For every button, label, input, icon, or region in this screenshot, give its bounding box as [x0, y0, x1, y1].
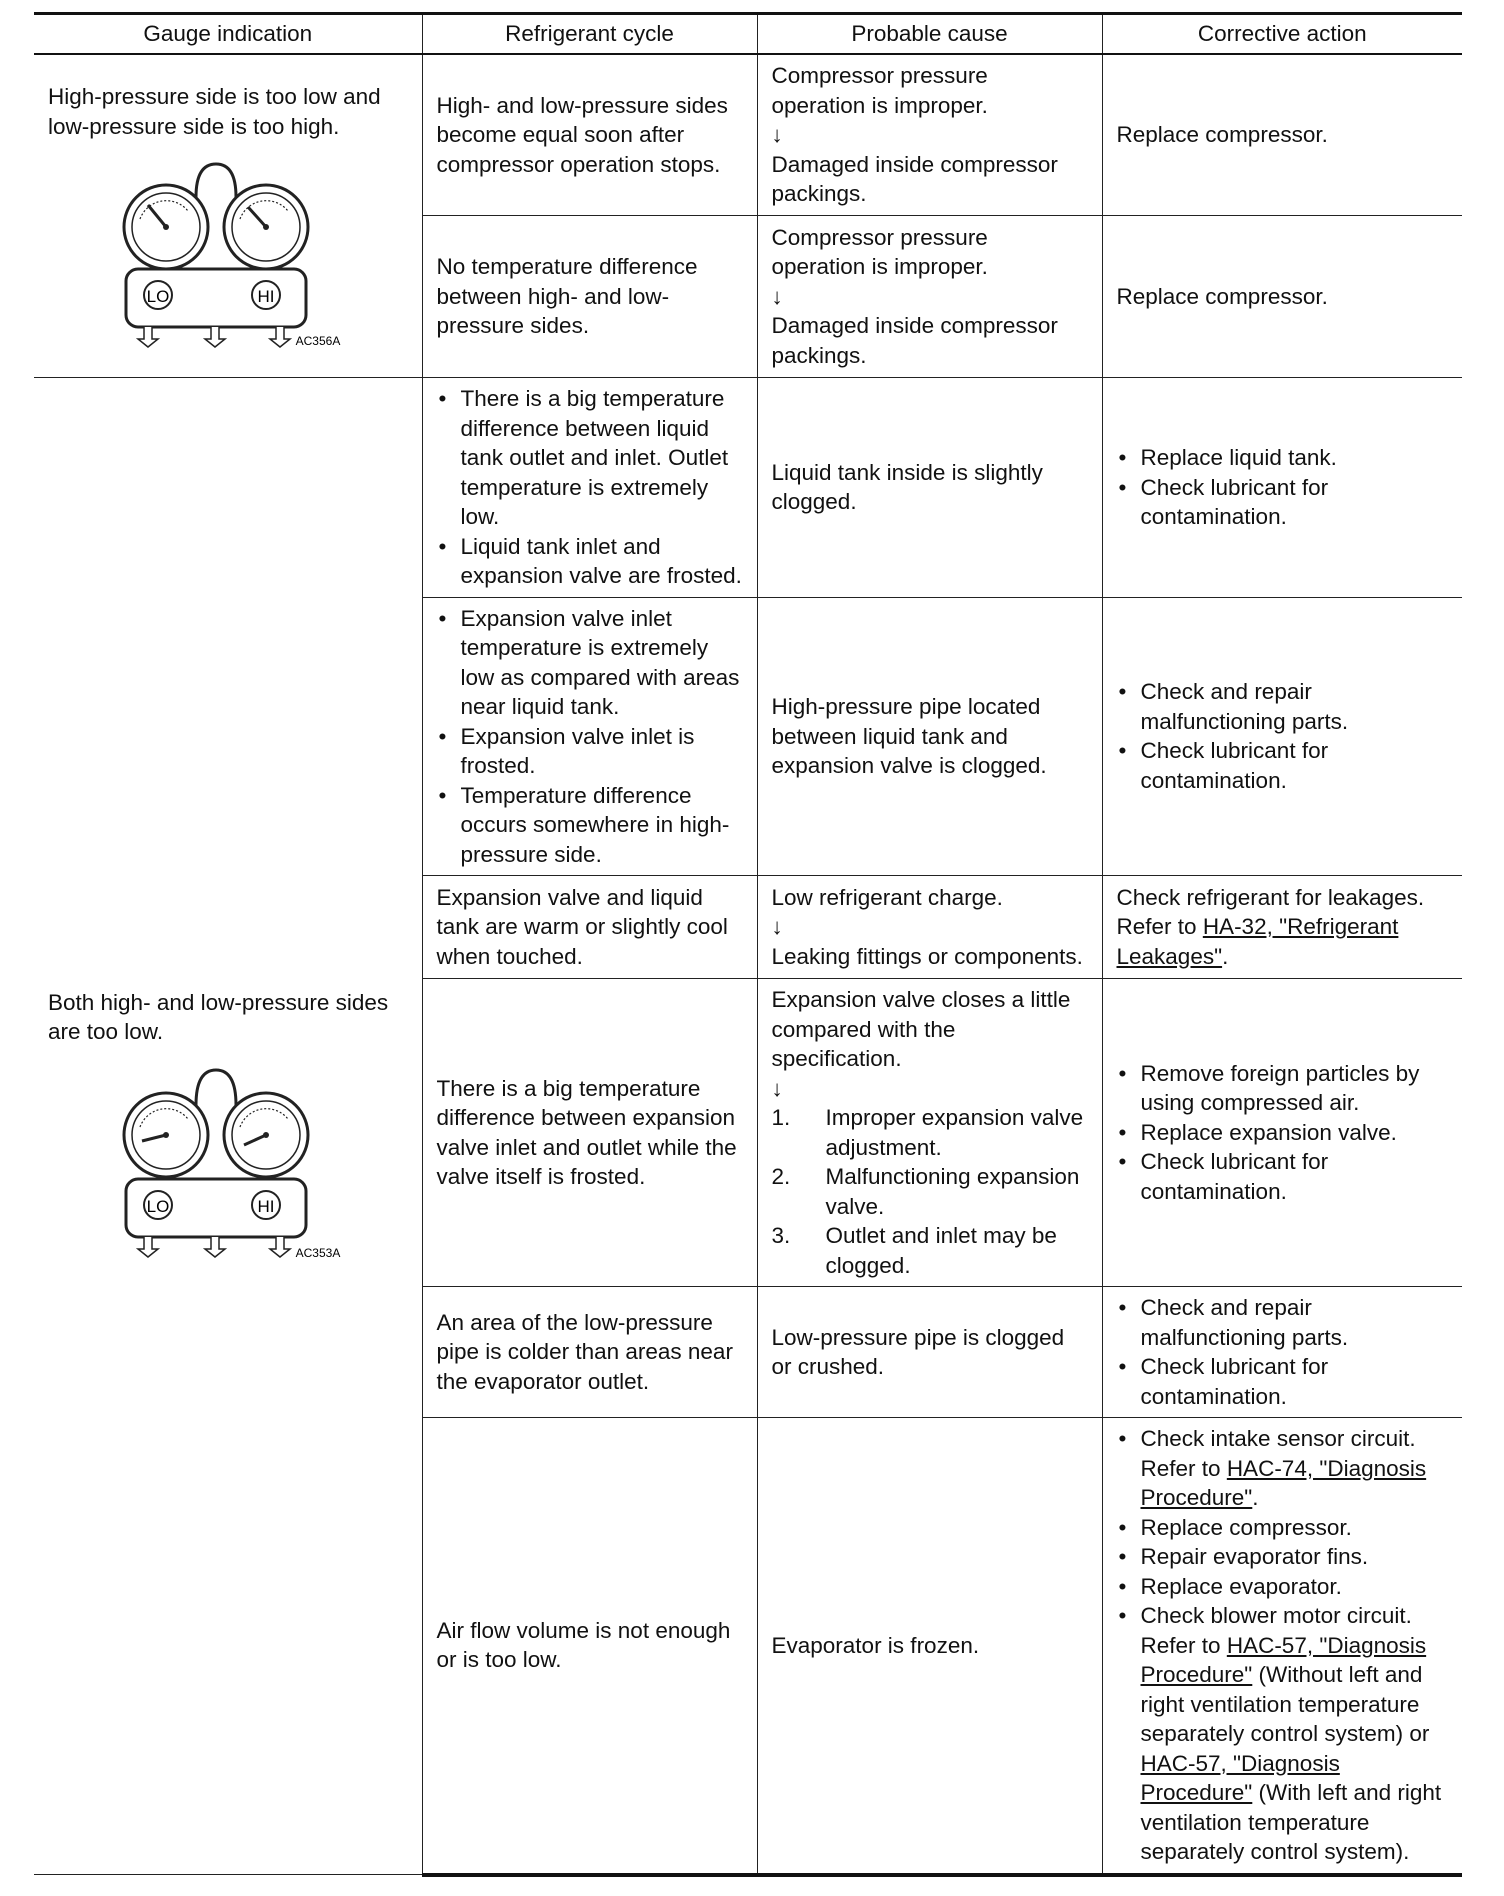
figure-code: AC356A	[295, 334, 341, 349]
action-text: .	[1222, 943, 1229, 969]
probable-cause-cell	[757, 216, 1102, 378]
action-text: (With left and right ventilation temperature separately control system).	[1140, 1780, 1442, 1864]
table-row	[34, 54, 1462, 216]
header-gauge-indication: Gauge indication	[34, 14, 422, 54]
probable-cause-cell	[757, 876, 1102, 979]
list-item: • Replace compressor.	[1117, 1513, 1449, 1543]
gauge-indication-cell	[34, 54, 422, 378]
list-item	[772, 1103, 1088, 1162]
corrective-action-cell: Replace compressor.	[1102, 216, 1462, 378]
cause-text: Compressor pressure operation is improper.	[771, 63, 988, 118]
list-item: • Expansion valve inlet temperature is extremely low as compared with areas near liquid tank.	[437, 604, 743, 722]
action-text: Check blower motor circuit. Refer to	[1140, 1603, 1412, 1658]
diagnosis-table	[34, 12, 1462, 1877]
header-refrigerant-cycle: Refrigerant cycle	[422, 14, 757, 54]
figure-code: AC353A	[295, 1245, 341, 1260]
list-item: • Check and repair malfunctioning parts.	[1117, 677, 1449, 736]
corrective-action-cell	[1102, 378, 1462, 598]
corrective-action-cell	[1102, 597, 1462, 876]
header-probable-cause: Probable cause	[757, 14, 1102, 54]
down-arrow-icon: ↓	[771, 122, 783, 147]
table-row	[34, 378, 1462, 598]
corrective-action-cell	[1102, 1287, 1462, 1418]
probable-cause-cell: Evaporator is frozen.	[757, 1418, 1102, 1875]
cause-text: Expansion valve closes a little compared with the specification.	[771, 987, 1071, 1071]
list-item: • Remove foreign particles by using compressed air.	[1117, 1059, 1449, 1118]
bullet-list	[1117, 1059, 1449, 1207]
list-item: • Check lubricant for contamination.	[1117, 1352, 1449, 1411]
list-number: 1.	[771, 1105, 791, 1130]
list-item	[1117, 1424, 1449, 1513]
probable-cause-cell	[757, 979, 1102, 1287]
refrigerant-cycle-cell	[422, 597, 757, 876]
list-text: Malfunctioning expansion valve.	[825, 1164, 1080, 1219]
header-corrective-action: Corrective action	[1102, 14, 1462, 54]
bullet-list	[1117, 1293, 1449, 1411]
probable-cause-cell: High-pressure pipe located between liquid tank and expansion valve is clogged.	[757, 597, 1102, 876]
bullet-list	[1117, 443, 1449, 532]
list-item: • Replace expansion valve.	[1117, 1118, 1449, 1148]
probable-cause-cell: Liquid tank inside is slightly clogged.	[757, 378, 1102, 598]
manifold-gauge-figure	[118, 149, 348, 349]
refrigerant-cycle-cell: Expansion valve and liquid tank are warm or slightly cool when touched.	[422, 876, 757, 979]
lo-label: LO	[146, 287, 170, 307]
cause-text: Damaged inside compressor packings.	[771, 313, 1058, 368]
list-text: Improper expansion valve adjustment.	[825, 1105, 1084, 1160]
list-item: • Check and repair malfunctioning parts.	[1117, 1293, 1449, 1352]
bullet-list	[437, 604, 743, 870]
list-item	[772, 1221, 1088, 1280]
refrigerant-cycle-cell: There is a big temperature difference between expansion valve inlet and outlet while the valve itself is frosted.	[422, 979, 757, 1287]
refrigerant-cycle-cell	[422, 378, 757, 598]
action-text: Check intake sensor circuit. Refer to	[1140, 1426, 1416, 1481]
bullet-list	[1117, 1424, 1449, 1867]
list-item: • Check lubricant for contamination.	[1117, 736, 1449, 795]
list-item: • There is a big temperature difference between liquid tank outlet and inlet. Outlet temperature is extremely low.	[437, 384, 743, 532]
probable-cause-cell	[757, 54, 1102, 216]
reference-link[interactable]: HAC-57, "Diagnosis Procedure"	[1140, 1750, 1340, 1805]
cause-text: Leaking fittings or components.	[771, 943, 1083, 969]
list-number: 2.	[771, 1164, 791, 1189]
reference-link[interactable]: HAC-57, "Diagnosis Procedure"	[1140, 1632, 1427, 1687]
list-item: • Repair evaporator fins.	[1117, 1542, 1449, 1572]
refrigerant-cycle-cell: No temperature difference between high- and low-pressure sides.	[422, 216, 757, 378]
refrigerant-cycle-cell: Air flow volume is not enough or is too low.	[422, 1418, 757, 1875]
gauge-indication-text: Both high- and low-pressure sides are too low.	[48, 989, 389, 1044]
corrective-action-cell	[1102, 1418, 1462, 1875]
refrigerant-cycle-cell: An area of the low-pressure pipe is colder than areas near the evaporator outlet.	[422, 1287, 757, 1418]
down-arrow-icon: ↓	[771, 1075, 783, 1101]
cause-text: Compressor pressure operation is improper.	[771, 224, 988, 280]
cause-text: Damaged inside compressor packings.	[771, 151, 1058, 206]
gauge-indication-text: High-pressure side is too low and low-pressure side is too high.	[48, 84, 381, 139]
probable-cause-cell: Low-pressure pipe is clogged or crushed.	[757, 1287, 1102, 1418]
list-item	[1117, 1601, 1449, 1867]
list-item: • Temperature difference occurs somewhere in high-pressure side.	[437, 781, 743, 870]
bullet-list	[1117, 677, 1449, 795]
hi-label: HI	[257, 287, 275, 307]
manifold-gauge-figure	[118, 1055, 348, 1265]
reference-link[interactable]: HAC-74, "Diagnosis Procedure"	[1140, 1455, 1427, 1510]
list-item: • Expansion valve inlet is frosted.	[437, 722, 743, 781]
list-item: • Liquid tank inlet and expansion valve are frosted.	[437, 532, 743, 591]
down-arrow-icon: ↓	[771, 283, 783, 309]
numbered-list	[772, 1103, 1088, 1280]
refrigerant-cycle-cell: High- and low-pressure sides become equal soon after compressor operation stops.	[422, 54, 757, 216]
cause-text: Low refrigerant charge.	[771, 884, 1003, 910]
action-text: .	[1252, 1485, 1259, 1510]
corrective-action-cell: Replace compressor.	[1102, 54, 1462, 216]
list-text: Outlet and inlet may be clogged.	[825, 1223, 1057, 1278]
lo-label: LO	[146, 1196, 170, 1216]
list-item: • Replace evaporator.	[1117, 1572, 1449, 1602]
bullet-list	[437, 384, 743, 591]
down-arrow-icon: ↓	[771, 914, 783, 940]
header-row	[34, 14, 1462, 54]
gauge-indication-cell	[34, 378, 422, 1875]
list-item	[772, 1162, 1088, 1221]
list-item: • Check lubricant for contamination.	[1117, 473, 1449, 532]
action-text: (Without left and right ventilation temperature separately control system) or	[1140, 1662, 1430, 1746]
reference-link[interactable]: HA-32, "Refrigerant Leakages"	[1116, 914, 1399, 969]
action-text: Check refrigerant for leakages. Refer to	[1116, 884, 1425, 940]
list-item: • Check lubricant for contamination.	[1117, 1147, 1449, 1206]
corrective-action-cell	[1102, 876, 1462, 979]
list-number: 3.	[771, 1223, 791, 1248]
list-item: • Replace liquid tank.	[1117, 443, 1449, 473]
corrective-action-cell	[1102, 979, 1462, 1287]
hi-label: HI	[257, 1196, 275, 1216]
